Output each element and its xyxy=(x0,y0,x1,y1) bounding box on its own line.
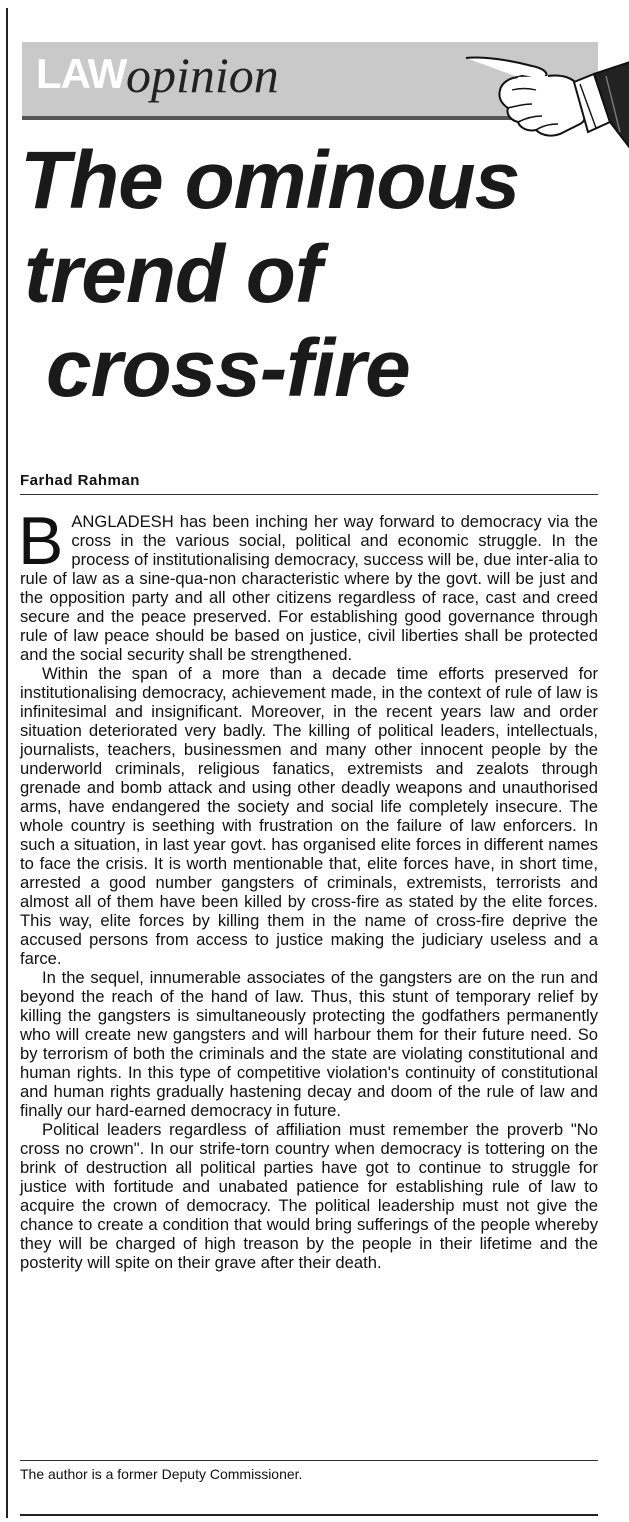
paragraph-2: Within the span of a more than a decade time efforts preserved for institutionalising democracy, achievement made, in the context of rule of law is infinitesimal and insignificant. Moreover, in the recent years law and order situation deteriorated very badly. The killing of political leaders, intellectuals, journalists, teachers, businessmen and many other innocent people by the underworld criminals, religious fanatics, extremists and zealots through grenade and bomb attack and using other deadly weapons and unauthorised arms, have endangered the society and social life completely insecure. The whole country is seething with frustration on the failure of law enforcers. In such a situation, in last year govt. has organised elite forces in different names to face the crisis. It is worth mentionable that, elite forces have, in short time, arrested a good number gangsters of criminals, extremists, terrorists and almost all of them have been killed by cross-fire as stated by the elite forces. This way, elite forces by killing them in the name of cross-fire deprive the accused persons from access to justice making the judiciary useless and a farce. xyxy=(20,664,598,968)
drop-cap: B xyxy=(18,503,64,579)
byline-divider xyxy=(20,494,598,495)
paragraph-4: Political leaders regardless of affiliation must remember the proverb "No cross no crown". In our strife-torn country when democracy is tottering on the brink of destruction all political parties have got to continue to struggle for justice with fortitude and unabated patience for establishing rule of law to acquire the crown of democracy. The political leadership must not give the chance to create a condition that would bring sufferings of the people whereby they will be charged of high treason by the people in their lifetime and the posterity will spite on their grave after their death. xyxy=(20,1120,598,1272)
headline-line-3: cross-fire xyxy=(46,323,410,414)
author-byline: Farhad Rahman xyxy=(20,472,140,489)
paragraph-1 xyxy=(18,503,598,664)
paragraph-1-text: ANGLADESH has been inching her way forward to democracy via the cross in the various social, political and economic struggle. In the process of institutionalising democracy, success will be, due inter-alia to rule of law as a sine-qua-non characteristic where by the govt. will be just and the opposition party and all other citizens regardless of race, cast and creed secure and the peace preserved. For establishing good governance through rule of law peace should be based on justice, civil liberties shall be protected and the social security shall be strengthened. xyxy=(20,512,598,664)
article-body xyxy=(18,503,598,1272)
headline-line-1: The ominous xyxy=(20,135,520,226)
section-label: LAW xyxy=(36,50,127,97)
left-column-rule xyxy=(6,8,8,1518)
headline-line-2: trend of xyxy=(24,229,322,320)
paragraph-3: In the sequel, innumerable associates of the gangsters are on the run and beyond the reach of the hand of law. Thus, this stunt of temporary relief by killing the gangsters is simultaneously protecting the godfathers permanently who will create new gangsters and will harbour them for their future need. So by terrorism of both the criminals and the state are violating constitutional and human rights. In this type of competitive violation's continuity of constitutional and human rights gradually hastening decay and doom of the rule of law and finally our hard-earned democracy in future. xyxy=(20,968,598,1120)
bottom-rule xyxy=(20,1514,598,1516)
section-banner xyxy=(22,42,598,120)
article-headline xyxy=(20,134,620,416)
subsection-label: opinion xyxy=(126,47,279,103)
footnote-divider xyxy=(20,1460,598,1461)
author-footnote: The author is a former Deputy Commissioner. xyxy=(20,1466,303,1482)
